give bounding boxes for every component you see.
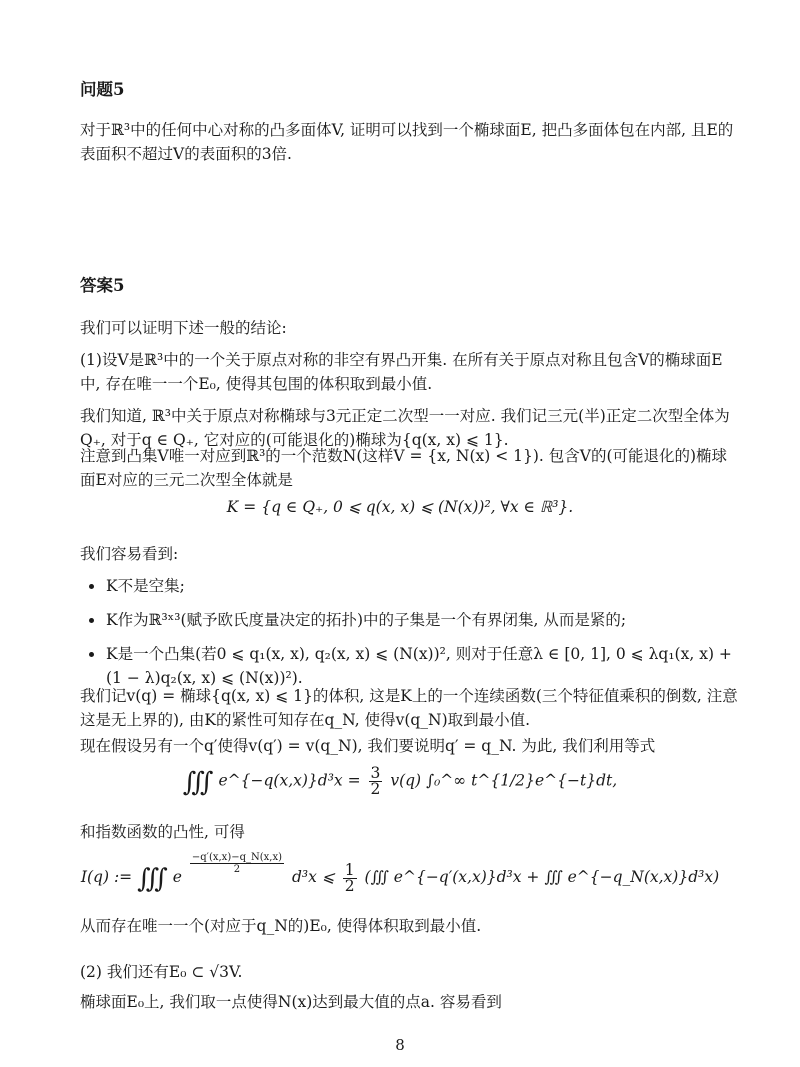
property-list [80,574,740,700]
triple-integral-sign: ∭ [137,864,168,894]
fraction-numerator: 1 [344,860,355,879]
exp-base: e [172,868,182,886]
exponent-numerator: −q′(x,x)−q_N(x,x) [191,852,283,863]
page-number: 8 [395,1036,405,1054]
list-item-text: K作为ℝ³ˣ³(赋予欧氏度量决定的拓扑)中的子集是一个有界闭集, 从而是紧的; [106,611,627,629]
fraction-numerator: 3 [370,764,381,782]
list-item-text: K是一个凸集(若0 ⩽ q₁(x, x), q₂(x, x) ⩽ (N(x))², 则对于任意λ ∈ [0, 1], 0 ⩽ λq₁(x, x) + (1 − λ)q₂(x, x) ⩽ (N(x))²). [106,645,732,687]
exponent-fraction [190,852,284,875]
answer-intro: 我们可以证明下述一般的结论: [80,319,287,337]
fraction-denominator: 2 [344,876,355,895]
equation-lhs: I(q) := [80,868,133,886]
answer-p6: 现在假设另有一个q′使得v(q′) = v(q_N), 我们要说明q′ = q_N. 为此, 我们利用等式 [80,737,656,755]
exponent-denominator: 2 [233,864,241,875]
list-item [80,574,740,598]
problem-text: 对于ℝ³中的任何中心对称的凸多面体V, 证明可以找到一个椭球面E, 把凸多面体包在内部, 且E的表面积不超过V的表面积的3倍. [80,121,734,163]
equation-rhs: (∭ e^{−q′(x,x)}d³x + ∭ e^{−q_N(x,x)}d³x) [364,868,720,886]
answer-p5: 我们记v(q) = 椭球{q(x, x) ⩽ 1}的体积, 这是K上的一个连续函数(三个特征值乘积的倒数, 注意这是无上界的), 由K的紧性可知存在q_N, 使得v(q_N)取到最小值. [80,687,738,729]
answer-heading: 答案5 [80,276,125,295]
answer-p3: 注意到凸集V唯一对应到ℝ³的一个范数N(这样V = {x, N(x) < 1}). 包含V的(可能退化的)椭球面E对应的三元二次型全体就是 [80,447,728,489]
list-item-text: K不是空集; [106,577,185,595]
fraction-denominator: 2 [370,780,381,798]
equation-gamma-integral [0,766,800,798]
half-fraction [343,860,357,895]
bullet-icon [89,652,94,657]
answer-p2: 我们知道, ℝ³中关于原点对称椭球与3元正定二次型一一对应. 我们记三元(半)正定二次型全体为Q₊, 对于q ∈ Q₊, 它对应的(可能退化的)椭球为{q(x, x) ⩽ 1}. [80,407,730,449]
fraction [369,766,383,797]
bullet-icon [89,618,94,623]
answer-p8: 从而存在唯一一个(对应于q_N的)E₀, 使得体积取到最小值. [80,917,482,935]
list-item [80,608,740,632]
equation-mid: d³x ⩽ [291,868,335,886]
answer-p1: (1)设V是ℝ³中的一个关于原点对称的非空有界凸开集. 在所有关于原点对称且包含V的椭球面E中, 存在唯一一个E₀, 使得其包围的体积取到最小值. [80,351,723,393]
problem-heading: 问题5 [80,80,125,99]
answer-p7: 和指数函数的凸性, 可得 [80,823,245,841]
equation-convexity [0,852,800,894]
bullet-icon [89,584,94,589]
answer-p4: 我们容易看到: [80,545,179,563]
equation-rhs: v(q) ∫₀^∞ t^{1/2}e^{−t}dt, [390,771,618,790]
answer-p10: 椭球面E₀上, 我们取一点使得N(x)达到最大值的点a. 容易看到 [80,993,502,1011]
answer-p9: (2) 我们还有E₀ ⊂ √3V. [80,963,243,981]
list-item [80,642,740,690]
triple-integral-sign: ∭ [182,767,214,798]
equation-lhs: e^{−q(x,x)}d³x = [218,771,361,790]
equation-k-set: K = {q ∈ Q₊, 0 ⩽ q(x, x) ⩽ (N(x))², ∀x ∈ ℝ³}. [226,498,574,516]
